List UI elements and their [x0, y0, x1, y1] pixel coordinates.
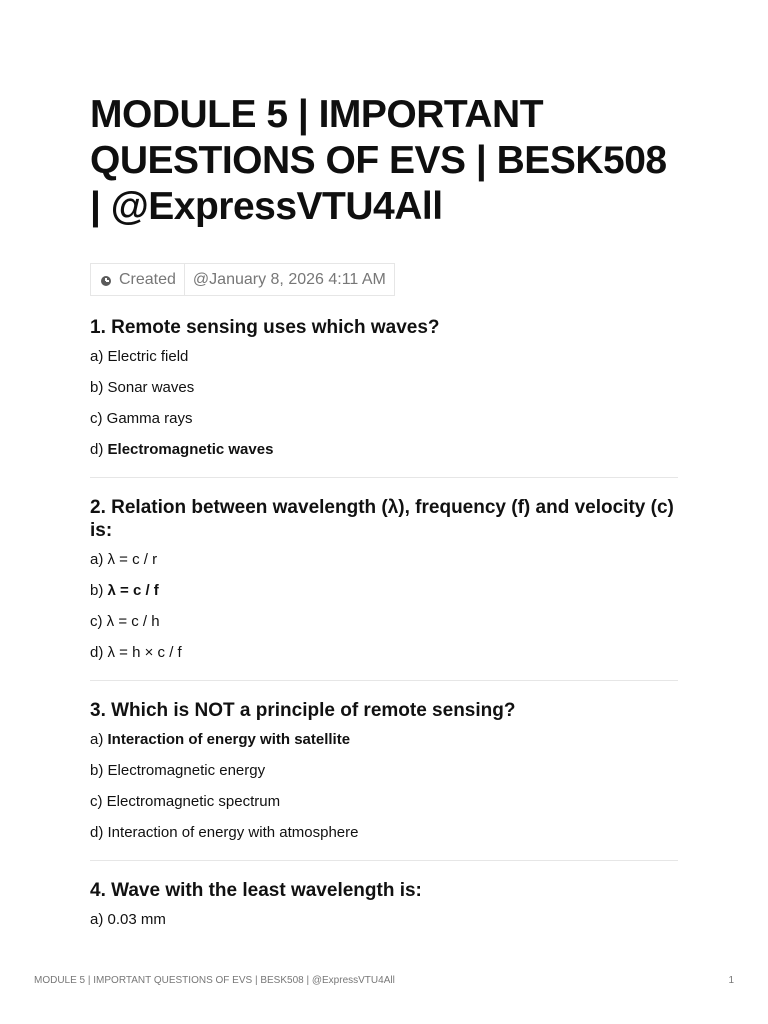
- option-c: c) λ = c / h: [90, 613, 160, 630]
- question-title: 3. Which is NOT a principle of remote sensing?: [90, 700, 516, 721]
- footer-document-title: MODULE 5 | IMPORTANT QUESTIONS OF EVS | BESK508 | @ExpressVTU4All: [34, 975, 395, 986]
- option-d: d) Interaction of energy with atmosphere: [90, 824, 359, 841]
- created-property-value: [185, 264, 394, 295]
- created-date: @January 8, 2026 4:11 AM: [192, 270, 386, 288]
- footer-page-number: 1: [728, 975, 734, 986]
- created-label: Created: [119, 270, 176, 288]
- option-b-answer: b) λ = c / f: [90, 582, 159, 599]
- question-2: [90, 496, 678, 681]
- question-1: [90, 316, 678, 478]
- option-d: d) λ = h × c / f: [90, 644, 182, 661]
- created-property-key: [91, 264, 185, 295]
- option-b: b) Sonar waves: [90, 379, 195, 396]
- page-title: MODULE 5 | IMPORTANT QUESTIONS OF EVS | BESK508 | @ExpressVTU4All: [90, 93, 667, 228]
- option-c: c) Electromagnetic spectrum: [90, 793, 281, 810]
- question-title: 4. Wave with the least wavelength is:: [90, 880, 422, 901]
- option-b: b) Electromagnetic energy: [90, 762, 266, 779]
- question-title: 2. Relation between wavelength (λ), frequency (f) and velocity (c) is:: [90, 497, 674, 541]
- option-a: a) Electric field: [90, 348, 189, 365]
- page-content: [90, 92, 678, 947]
- question-title: 1. Remote sensing uses which waves?: [90, 317, 440, 338]
- option-c: c) Gamma rays: [90, 410, 193, 427]
- created-property: [90, 263, 395, 296]
- question-4: [90, 879, 678, 947]
- option-a: a) λ = c / r: [90, 551, 158, 568]
- question-3: [90, 699, 678, 861]
- option-d-answer: d) Electromagnetic waves: [90, 441, 274, 458]
- option-a-answer: a) Interaction of energy with satellite: [90, 731, 351, 748]
- option-a: a) 0.03 mm: [90, 911, 166, 928]
- clock-icon: [101, 276, 111, 286]
